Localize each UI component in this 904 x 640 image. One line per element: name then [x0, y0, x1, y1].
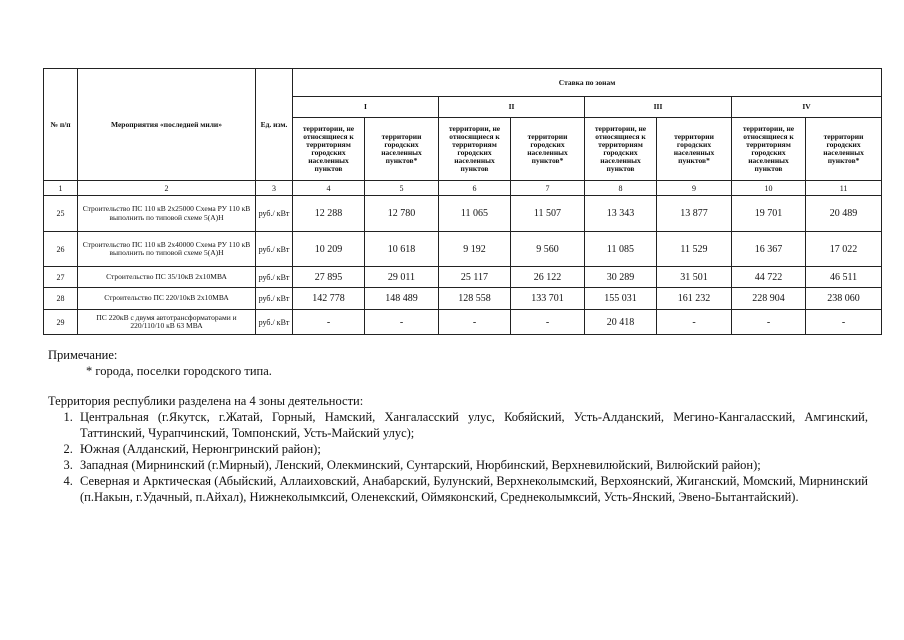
header-rate-by-zones: Ставка по зонам [293, 69, 882, 97]
row-number: 26 [44, 232, 78, 267]
header-zone-4-outside: территории, не относящиеся к территориям городских населенных пунктов [732, 118, 806, 181]
header-zone-3-urban: территории городских населенных пунктов* [657, 118, 732, 181]
row-value: - [806, 310, 882, 335]
row-value: 30 289 [585, 267, 657, 288]
row-unit: руб./ кВт [256, 310, 293, 335]
notes-section [48, 347, 868, 505]
row-value: - [293, 310, 365, 335]
row-value: 20 489 [806, 196, 882, 232]
row-unit: руб./ кВт [256, 196, 293, 232]
column-number: 4 [293, 181, 365, 196]
row-value: - [657, 310, 732, 335]
row-value: - [365, 310, 439, 335]
row-value: 12 288 [293, 196, 365, 232]
row-value: 11 085 [585, 232, 657, 267]
column-number: 3 [256, 181, 293, 196]
table-row [44, 288, 882, 310]
row-value: 12 780 [365, 196, 439, 232]
row-value: 29 011 [365, 267, 439, 288]
row-value: 20 418 [585, 310, 657, 335]
row-number: 29 [44, 310, 78, 335]
row-value: 11 529 [657, 232, 732, 267]
column-number: 2 [78, 181, 256, 196]
column-number: 5 [365, 181, 439, 196]
header-no: № п/п [44, 69, 78, 181]
row-value: 128 558 [439, 288, 511, 310]
table-row [44, 196, 882, 232]
row-number: 25 [44, 196, 78, 232]
header-zone-2: II [439, 97, 585, 118]
row-value: 9 560 [511, 232, 585, 267]
row-value: 13 877 [657, 196, 732, 232]
row-event: Строительство ПС 110 кВ 2х40000 Схема РУ 110 кВ выполнить по типовой схеме 5(А)Н [78, 232, 256, 267]
header-unit: Ед. изм. [256, 69, 293, 181]
row-value: 13 343 [585, 196, 657, 232]
rates-table [43, 68, 882, 335]
column-number: 9 [657, 181, 732, 196]
header-zone-2-outside: территории, не относящиеся к территориям городских населенных пунктов [439, 118, 511, 181]
row-unit: руб./ кВт [256, 232, 293, 267]
column-number: 6 [439, 181, 511, 196]
note-footnote: * города, поселки городского типа. [86, 364, 272, 378]
row-value: 44 722 [732, 267, 806, 288]
column-number: 8 [585, 181, 657, 196]
row-event: Строительство ПС 220/10кВ 2х10МВА [78, 288, 256, 310]
row-value: - [439, 310, 511, 335]
column-number: 1 [44, 181, 78, 196]
row-value: 9 192 [439, 232, 511, 267]
row-unit: руб./ кВт [256, 288, 293, 310]
row-value: 31 501 [657, 267, 732, 288]
header-zone-3: III [585, 97, 732, 118]
zone-item-west: 3. Западная (Мирнинский (г.Мирный), Ленский, Олекминский, Сунтарский, Нюрбинский, Верхневилюйский, Вилюйский район); [76, 457, 868, 473]
header-zone-4: IV [732, 97, 882, 118]
row-value: 133 701 [511, 288, 585, 310]
header-zone-4-urban: территории городских населенных пунктов* [806, 118, 882, 181]
row-value: 161 232 [657, 288, 732, 310]
row-value: 11 065 [439, 196, 511, 232]
row-value: 10 209 [293, 232, 365, 267]
zone-item-central: 1. Центральная (г.Якутск, г.Жатай, Горный, Намский, Хангаласский улус, Кобяйский, Усть-Алданский, Мегино-Кангаласский, Амгинский, Таттинский, Чурапчинский, Томпонский, Усть-Майский улус); [76, 409, 868, 441]
column-number: 7 [511, 181, 585, 196]
note-title: Примечание: [48, 348, 118, 362]
zone-item-north-arctic: 4. Северная и Арктическая (Абыйский, Аллаиховский, Анабарский, Булунский, Верхнеколымский, Верхоянский, Жиганский, Момский, Мирнинский (п.Накын, г.Удачный, п.Айхал), Нижнеколымксий, Оленекский, Оймяконский, Среднеколымксий, Усть-Янский, Эвено-Бытантайский). [76, 473, 868, 505]
header-zone-2-urban: территории городских населенных пунктов* [511, 118, 585, 181]
row-value: 25 117 [439, 267, 511, 288]
row-value: 238 060 [806, 288, 882, 310]
zone-list [48, 409, 868, 505]
row-unit: руб./ кВт [256, 267, 293, 288]
row-value: 46 511 [806, 267, 882, 288]
row-value: 155 031 [585, 288, 657, 310]
row-value: 228 904 [732, 288, 806, 310]
header-zone-3-outside: территории, не относящиеся к территориям городских населенных пунктов [585, 118, 657, 181]
row-value: 26 122 [511, 267, 585, 288]
row-value: 19 701 [732, 196, 806, 232]
row-event: Строительство ПС 110 кВ 2х25000 Схема РУ 110 кВ выполнить по типовой схеме 5(А)Н [78, 196, 256, 232]
column-number-row [44, 181, 882, 196]
row-value: 10 618 [365, 232, 439, 267]
row-event: Строительство ПС 35/10кВ 2х10МВА [78, 267, 256, 288]
row-value: 17 022 [806, 232, 882, 267]
row-value: 16 367 [732, 232, 806, 267]
row-number: 27 [44, 267, 78, 288]
zones-intro: Территория республики разделена на 4 зоны деятельности: [48, 394, 364, 408]
table-row [44, 232, 882, 267]
row-value: 142 778 [293, 288, 365, 310]
header-event: Мероприятия «последней мили» [78, 69, 256, 181]
row-value: 27 895 [293, 267, 365, 288]
zone-item-south: 2. Южная (Алданский, Нерюнгринский район); [76, 441, 868, 457]
table-row [44, 267, 882, 288]
row-number: 28 [44, 288, 78, 310]
row-value: - [511, 310, 585, 335]
row-event: ПС 220кВ с двумя автотрансформаторами и 220/110/10 кВ 63 МВА [78, 310, 256, 335]
row-value: - [732, 310, 806, 335]
header-zone-1-outside: территории, не относящиеся к территориям городских населенных пунктов [293, 118, 365, 181]
row-value: 11 507 [511, 196, 585, 232]
column-number: 11 [806, 181, 882, 196]
row-value: 148 489 [365, 288, 439, 310]
header-zone-1-urban: территории городских населенных пунктов* [365, 118, 439, 181]
header-zone-1: I [293, 97, 439, 118]
table-row [44, 310, 882, 335]
column-number: 10 [732, 181, 806, 196]
